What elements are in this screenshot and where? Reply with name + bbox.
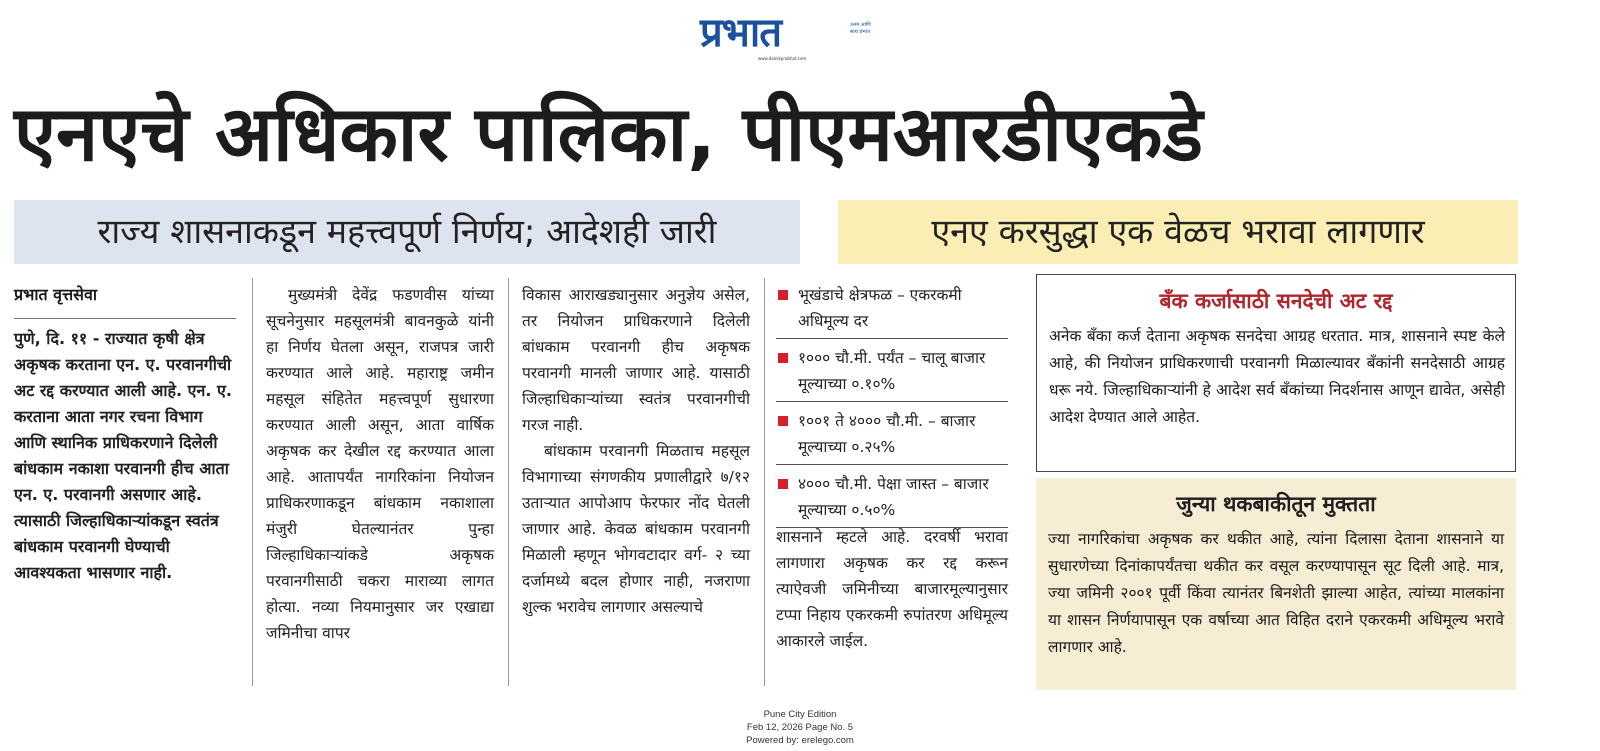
bullet-square-icon: [778, 479, 788, 489]
footer-powered-link[interactable]: Powered by: erelego.com: [746, 735, 854, 746]
box-title: जुन्या थकबाकीतून मुक्तता: [1176, 492, 1376, 516]
rate-bullet-list: [776, 282, 1008, 534]
footer-edition: Pune City Edition: [763, 709, 837, 720]
logo-text: प्रभात: [700, 10, 782, 56]
byline: प्रभात वृत्तसेवा: [14, 285, 97, 304]
sidebar-box-bank-loan: [1036, 274, 1516, 472]
article-column-1: पुणे, दि. ११ - राज्यात कृषी क्षेत्र अकृषक करताना एन. ए. परवानगीची अट रद्द करण्यात आली आहे. एन. ए. करताना आता नगर रचना विभाग आणि स्थानिक प्राधिकरणाने दिलेली बांधकाम नकाशा परवानगी हीच आता एन. ए. परवानगी असणार आहे. त्यासाठी जिल्हाधिकाऱ्यांकडून स्वतंत्र बांधकाम परवानगी घेण्याची आवश्यकता भासणार नाही.: [14, 329, 232, 582]
bullet-square-icon: [778, 353, 788, 363]
box-title: बँक कर्जासाठी सनदेची अट रद्द: [1159, 289, 1393, 313]
column-divider: [764, 278, 765, 686]
bullet-text: ४००० चौ.मी. पेक्षा जास्त – बाजार मूल्याच्या ०.५०%: [798, 475, 989, 519]
article-paragraph: बांधकाम परवानगी मिळताच महसूल विभागाच्या संगणकीय प्रणालीद्वारे ७/१२ उताऱ्यात आपोआप फेरफार नोंद घेतली जाणार आहे. केवळ बांधकाम परवानगी मिळाली म्हणून भोगवटादार वर्ग- २ च्या दर्जामध्ये बदल होणार नाही, नजराणा शुल्क भरावेच लागणार असल्याचे: [522, 442, 750, 616]
column-divider: [252, 278, 253, 686]
article-paragraph: विकास आराखड्यानुसार अनुज्ञेय असेल, तर नियोजन प्राधिकरणाने दिलेली बांधकाम परवानगी हीच अकृषक परवानगी मानली जाणार आहे. यासाठी जिल्हाधिकाऱ्यांच्या स्वतंत्र परवानगीची गरज नाही.: [522, 286, 750, 434]
bullet-item: [776, 345, 1008, 402]
box-body: अनेक बँका कर्ज देताना अकृषक सनदेचा आग्रह धरतात. मात्र, शासनाने स्पष्ट केले आहे, की नियोजन प्राधिकरणाची परवानगी मिळाल्यावर बँकांनी सनदेसाठी आग्रह धरू नये. जिल्हाधिकाऱ्यांनी हे आदेश सर्व बँकांच्या निदर्शनास आणून द्यावेत, असेही आदेश देण्यात आले आहेत.: [1049, 327, 1505, 426]
subheadline-right: एनए करसुद्धा एक वेळच भरावा लागणार: [838, 200, 1518, 264]
bullet-item: [776, 408, 1008, 465]
box-body: ज्या नागरिकांचा अकृषक कर थकीत आहे, त्यांना दिलासा देताना शासनाने या सुधारणेच्या दिनांकापर्यंतचा थकीत कर वसूल करण्यापासून सूट दिली आहे. मात्र, ज्या जमिनी २००१ पूर्वी किंवा त्यानंतर बिनशेती झाल्या आहेत, त्यांच्या मालकांना या शासन निर्णयापासून एक वर्षाच्या आत विहित दराने एकरकमी अधिमूल्य भरावे लागणार आहे.: [1048, 530, 1504, 656]
bullet-item: [776, 282, 1008, 339]
article-column-2: मुख्यमंत्री देवेंद्र फडणवीस यांच्या सूचनेनुसार महसूलमंत्री बावनकुळे यांनी हा निर्णय घेतला असून, राजपत्र जारी करण्यात आले आहे. महाराष्ट्र जमीन महसूल संहितेत महत्त्वपूर्ण सुधारणा करण्यात आली असून, आता वार्षिक अकृषक कर देखील रद्द करण्यात आला आहे. आतापर्यंत नागरिकांना नियोजन प्राधिकरणाकडून बांधकाम नकाशाला मंजुरी घेतल्यानंतर पुन्हा जिल्हाधिकाऱ्यांकडे अकृषक परवानगीसाठी चकरा माराव्या लागत होत्या. नव्या नियमानुसार जर एखाद्या जमिनीचा वापर: [266, 286, 494, 642]
sidebar-box-arrears: [1036, 478, 1516, 690]
masthead-logo: [700, 10, 900, 64]
column-divider: [508, 278, 509, 686]
bullet-square-icon: [778, 290, 788, 300]
page-headline: एनएचे अधिकार पालिका, पीएमआरडीएकडे: [14, 89, 1203, 178]
byline-divider: [14, 318, 236, 319]
bullet-text: भूखंडाचे क्षेत्रफळ – एकरकमी अधिमूल्य दर: [798, 286, 962, 330]
subheadline-left: राज्य शासनाकडून महत्त्वपूर्ण निर्णय; आदेशही जारी: [14, 200, 800, 264]
page-footer: [700, 708, 900, 747]
article-column-4: शासनाने म्हटले आहे. दरवर्षी भरावा लागणारा अकृषक कर रद्द करून त्याऐवजी जमिनीच्या बाजारमूल्यानुसार टप्पा निहाय एकरकमी रुपांतरण अधिमूल्य आकारले जाईल.: [776, 528, 1008, 650]
article-column-3: [522, 282, 750, 620]
logo-tagline: उत्तम आणि सत्य प्रभात: [850, 22, 871, 35]
bullet-text: १००१ ते ४००० चौ.मी. – बाजार मूल्याच्या ०.२५%: [798, 412, 976, 456]
footer-date-page: Feb 12, 2026 Page No. 5: [746, 722, 854, 733]
bullet-text: १००० चौ.मी. पर्यंत – चालू बाजार मूल्याच्या ०.१०%: [798, 349, 986, 393]
bullet-item: [776, 471, 1008, 528]
logo-url: www.dainikprabhat.com: [758, 56, 807, 61]
bullet-square-icon: [778, 416, 788, 426]
